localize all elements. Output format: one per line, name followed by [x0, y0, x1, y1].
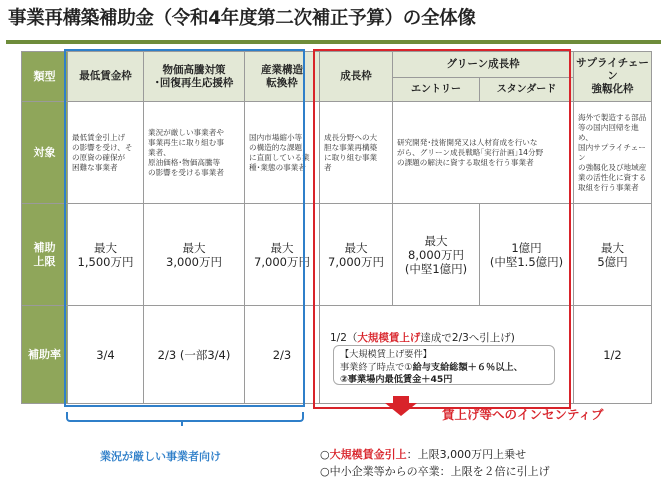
incentive-label: 賃上げ等へのインセンティブ: [442, 407, 604, 422]
header-green-standard: スタンダード: [480, 78, 574, 102]
incentive-arrow-icon: [385, 403, 417, 416]
row-label-target: 対象: [22, 102, 68, 204]
limit-min-wage: 最大 1,500万円: [68, 204, 144, 306]
limit-green-entry: 最大 8,000万円 (中堅1億円): [393, 204, 480, 306]
target-growth: 成長分野への大 胆な事業再構築 に取り組む事業 者: [320, 102, 393, 204]
header-industry: 産業構造 転換枠: [245, 52, 320, 102]
target-green: 研究開発･技術開発又は人材育成を行いな がら、グリーン成長戦略｢実行計画｣14分野 の課題の解決に資する取組を行う事業者: [393, 102, 574, 204]
row-label-rate: 補助率: [22, 306, 68, 404]
limit-green-standard: 1億円 (中堅1.5億円): [480, 204, 574, 306]
target-supply: 海外で製造する部品 等の国内回帰を進め、 国内サプライチェーン の強靱化及び地域産 業の活性化に資する 取組を行う事業者: [574, 102, 652, 204]
rate-min-wage: 3/4: [68, 306, 144, 404]
header-min-wage: 最低賃金枠: [68, 52, 144, 102]
hard-business-brace: [66, 412, 304, 422]
target-price-hike: 業況が厳しい事業者や 事業再生に取り組む事 業者、 原油価格･物価高騰等 の影響を受ける事業者: [144, 102, 245, 204]
large-wage-increase-highlight: 大規模賃上げ: [357, 332, 421, 344]
hard-business-brace-tick: [181, 420, 183, 426]
header-growth: 成長枠: [320, 52, 393, 102]
header-price-hike: 物価高騰対策 ･回復再生応援枠: [144, 52, 245, 102]
row-label-limit: 補助 上限: [22, 204, 68, 306]
target-industry: 国内市場縮小等 の構造的な課題 に直面している業 種･業態の事業者: [245, 102, 320, 204]
growth-rate-text: 1/2（大規模賃上げ達成で2/3へ引上げ): [330, 332, 515, 344]
requirement-line-2: ②事業場内最低賃金＋45円: [340, 374, 453, 385]
limit-industry: 最大 7,000万円: [245, 204, 320, 306]
header-green-entry: エントリー: [393, 78, 480, 102]
header-supply: サプライチェーン 強靱化枠: [574, 52, 652, 102]
requirement-heading: 【大規模賃上げ要件】: [340, 349, 432, 360]
rate-price-hike: 2/3 (一部3/4): [144, 306, 245, 404]
bullet-item: ○大規模賃金引上：上限3,000万円上乗せ: [320, 448, 527, 461]
hard-business-label: 業況が厳しい事業者向け: [100, 450, 221, 463]
requirement-box: [333, 345, 555, 385]
limit-growth: 最大 7,000万円: [320, 204, 393, 306]
requirement-line-1: 事業終了時点で①給与支給総額＋６％以上、: [340, 361, 523, 373]
incentive-bullets: [320, 446, 550, 480]
limit-supply: 最大 5億円: [574, 204, 652, 306]
target-min-wage: 最低賃金引上げ の影響を受け、そ の原資の確保が 困難な事業者: [68, 102, 144, 204]
title-underline: [6, 40, 661, 44]
header-green: グリーン成長枠: [393, 52, 574, 78]
page-title: 事業再構築補助金（令和4年度第二次補正予算）の全体像: [8, 8, 476, 29]
limit-price-hike: 最大 3,000万円: [144, 204, 245, 306]
rate-industry: 2/3: [245, 306, 320, 404]
rate-supply: 1/2: [574, 306, 652, 404]
row-label-type: 類型: [22, 52, 68, 102]
bullet-item: ○中小企業等からの卒業：上限を２倍に引上げ: [320, 465, 550, 478]
